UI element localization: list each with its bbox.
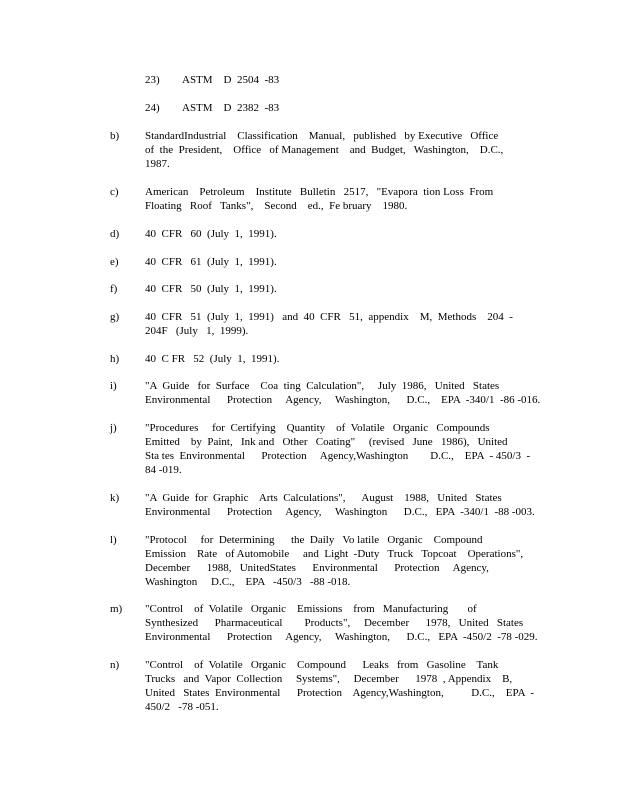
subitem-text: ASTM D 2504 -83 <box>182 74 280 86</box>
entry-marker: l) <box>110 534 117 546</box>
entry-line: Environmental Protection Agency, Washington, D.C., EPA -340/1 -86 -016. <box>145 394 541 406</box>
entry-line: 84 -019. <box>145 464 182 476</box>
entry-line: December 1988, UnitedStates Environmental Protection Agency, <box>145 562 489 574</box>
subitem-number: 23) <box>145 74 160 86</box>
entry-text <box>145 491 535 519</box>
entry-line: 40 C FR 52 (July 1, 1991). <box>145 353 280 365</box>
entry-line: StandardIndustrial Classification Manual, published by Executive Office <box>145 130 499 142</box>
entry-marker: f) <box>110 283 118 295</box>
entry-line: 40 CFR 60 (July 1, 1991). <box>145 228 277 240</box>
entry-line: United States Environmental Protection Agency,Washington, D.C., EPA - <box>145 687 535 699</box>
entry-text <box>145 602 538 644</box>
entry-line: "A Guide for Graphic Arts Calculations", August 1988, United States <box>145 492 502 504</box>
entry-line: 40 CFR 50 (July 1, 1991). <box>145 283 277 295</box>
entry-line: Washington D.C., EPA -450/3 -88 -018. <box>145 576 351 588</box>
entry-text <box>145 379 541 407</box>
entry-line: "Protocol for Determining the Daily Vo latile Organic Compound <box>145 534 483 546</box>
entry-marker: d) <box>110 228 120 240</box>
entry-line: of the President, Office of Management and Budget, Washington, D.C., <box>145 144 504 156</box>
entry-line: 40 CFR 51 (July 1, 1991) and 40 CFR 51, appendix M, Methods 204 - <box>145 311 513 323</box>
entry-text <box>145 282 505 296</box>
entry-text <box>145 185 505 213</box>
entry-line: Emission Rate of Automobile and Light -Duty Truck Topcoat Operations", <box>145 548 524 560</box>
subitem-number: 24) <box>145 102 160 114</box>
entry-line: "A Guide for Surface Coa ting Calculation", July 1986, United States <box>145 380 500 392</box>
entry-line: Trucks and Vapor Collection Systems", December 1978 , Appendix B, <box>145 673 513 685</box>
entry-line: Environmental Protection Agency, Washington, D.C., EPA -450/2 -78 -029. <box>145 631 538 643</box>
entry-line: American Petroleum Institute Bulletin 2517, "Evapora tion Loss From <box>145 186 494 198</box>
entry-marker: h) <box>110 353 120 365</box>
entry-marker: i) <box>110 380 117 392</box>
entry-marker: k) <box>110 492 120 504</box>
entry-line: Environmental Protection Agency, Washington D.C., EPA -340/1 -88 -003. <box>145 506 535 518</box>
entry-line: 204F (July 1, 1999). <box>145 325 249 337</box>
entry-text <box>145 129 505 171</box>
entry-text <box>145 421 531 477</box>
entry-line: Sta tes Environmental Protection Agency,Washington D.C., EPA - 450/3 - <box>145 450 531 462</box>
entry-text <box>145 227 505 241</box>
entry-text <box>145 658 535 714</box>
entry-line: Emitted by Paint, Ink and Other Coating" (revised June 1986), United <box>145 436 508 448</box>
entry-marker: b) <box>110 130 120 142</box>
entry-text <box>145 255 505 269</box>
entry-text <box>145 310 513 338</box>
entry-line: Floating Roof Tanks", Second ed., Fe bruary 1980. <box>145 200 408 212</box>
subitem-text: ASTM D 2382 -83 <box>182 102 280 114</box>
entry-marker: n) <box>110 659 120 671</box>
entry-line: 450/2 -78 -051. <box>145 701 219 713</box>
entry-line: "Procedures for Certifying Quantity of Volatile Organic Compounds <box>145 422 490 434</box>
entry-marker: m) <box>110 603 123 615</box>
entry-marker: c) <box>110 186 119 198</box>
entry-line: "Control of Volatile Organic Compound Leaks from Gasoline Tank <box>145 659 499 671</box>
entry-text <box>145 352 505 366</box>
entry-marker: j) <box>110 422 117 434</box>
entry-text <box>145 533 524 589</box>
entry-marker: g) <box>110 311 120 323</box>
entry-line: "Control of Volatile Organic Emissions from Manufacturing of <box>145 603 477 615</box>
entry-marker: e) <box>110 256 119 268</box>
entry-line: 1987. <box>145 158 170 170</box>
entry-line: 40 CFR 61 (July 1, 1991). <box>145 256 277 268</box>
entry-line: Synthesized Pharmaceutical Products", December 1978, United States <box>145 617 524 629</box>
